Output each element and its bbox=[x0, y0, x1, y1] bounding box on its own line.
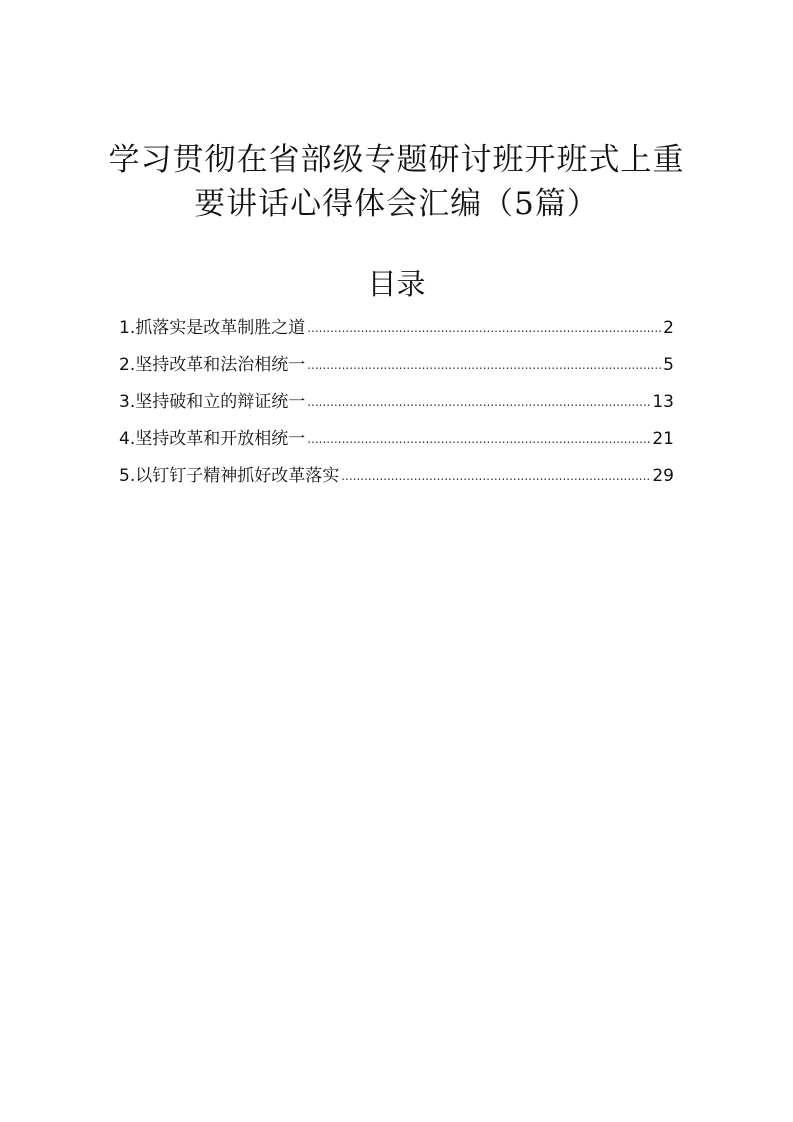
toc-entry-1[interactable] bbox=[119, 314, 674, 351]
toc-entry-title: 4.坚持改革和开放相统一 bbox=[119, 429, 306, 449]
toc-entry-3[interactable] bbox=[119, 388, 674, 425]
toc-entry-title: 2.坚持改革和法治相统一 bbox=[119, 355, 306, 375]
toc-entry-5[interactable] bbox=[119, 462, 674, 499]
toc-entry-page-number: 2 bbox=[663, 318, 674, 338]
toc-dot-leader bbox=[307, 425, 650, 453]
table-of-contents bbox=[119, 314, 674, 499]
document-title-line-2: 要讲话心得体会汇编（5篇） bbox=[194, 186, 599, 222]
toc-entry-title: 1.抓落实是改革制胜之道 bbox=[119, 318, 306, 338]
toc-dot-leader bbox=[307, 388, 650, 416]
toc-heading: 目录 bbox=[367, 267, 426, 301]
toc-entry-4[interactable] bbox=[119, 425, 674, 462]
toc-entry-page-number: 21 bbox=[652, 429, 674, 449]
document-title-line-1: 学习贯彻在省部级专题研讨班开班式上重 bbox=[108, 142, 685, 178]
toc-dot-leader bbox=[341, 462, 650, 490]
toc-entry-2[interactable] bbox=[119, 351, 674, 388]
toc-entry-page-number: 13 bbox=[652, 392, 674, 412]
toc-dot-leader bbox=[307, 314, 661, 342]
toc-entry-title: 3.坚持破和立的辩证统一 bbox=[119, 392, 306, 412]
toc-entry-title: 5.以钉钉子精神抓好改革落实 bbox=[119, 466, 340, 486]
toc-entry-page-number: 29 bbox=[652, 466, 674, 486]
toc-entry-page-number: 5 bbox=[663, 355, 674, 375]
toc-dot-leader bbox=[307, 351, 661, 379]
